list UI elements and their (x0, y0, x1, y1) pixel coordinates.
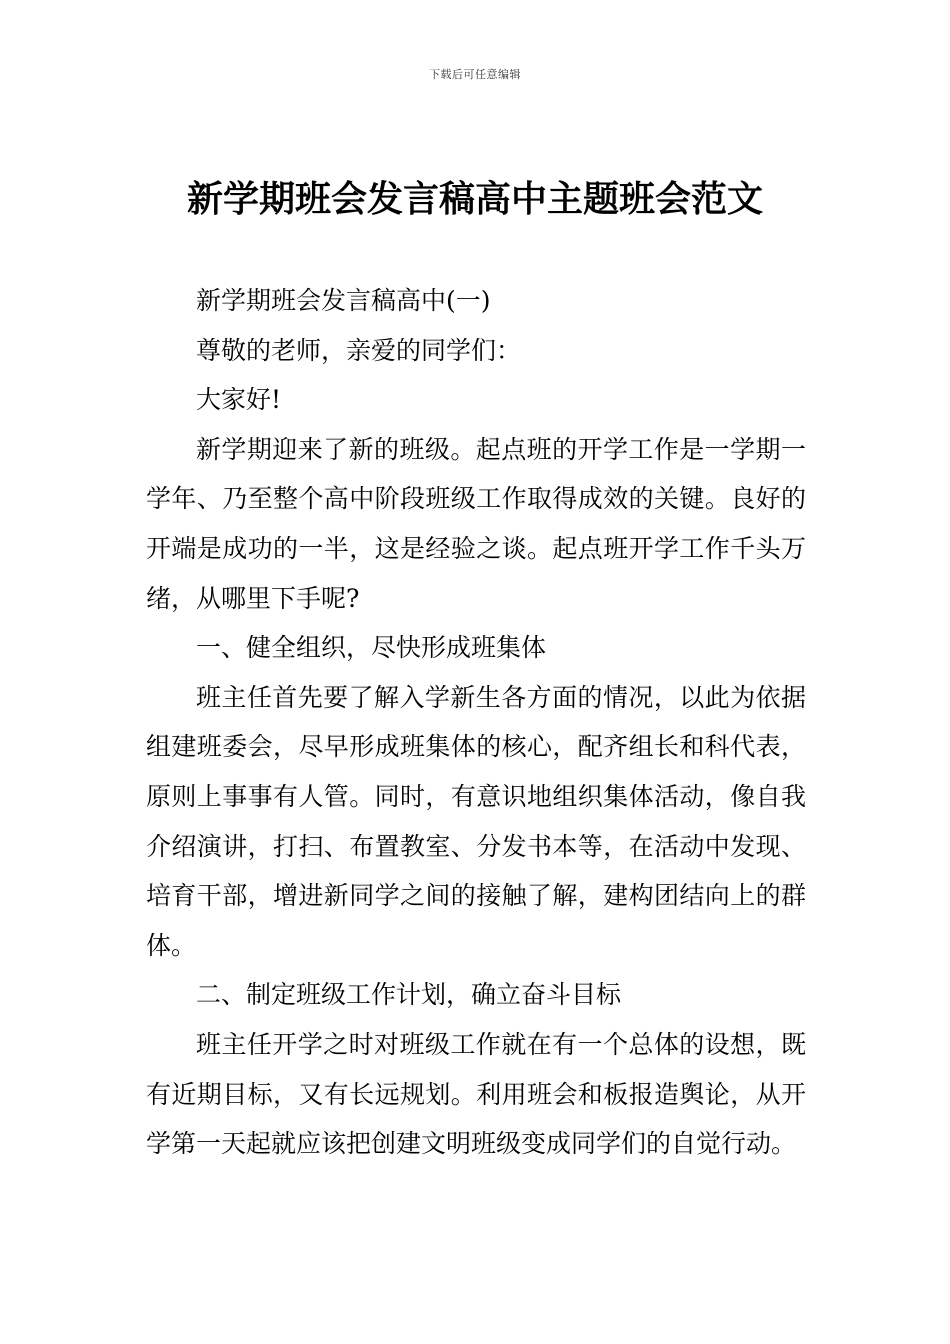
paragraph-greeting: 大家好! (196, 385, 282, 415)
document-body (146, 276, 806, 1169)
document-title: 新学期班会发言稿高中主题班会范文 (186, 179, 763, 220)
section-heading-1: 一、健全组织，尽快形成班集体 (196, 633, 547, 663)
section-heading-2: 二、制定班级工作计划，确立奋斗目标 (196, 980, 622, 1010)
paragraph-section-2: 班主任开学之时对班级工作就在有一个总体的设想，既有近期目标，又有长远规划。利用班会和板报造舆论，从开学第一天起就应该把创建文明班级变成同学们的自觉行动。 (146, 1029, 806, 1159)
header-note: 下载后可任意编辑 (429, 68, 521, 81)
paragraph-intro: 新学期迎来了新的班级。起点班的开学工作是一学期一学年、乃至整个高中阶段班级工作取得成效的关键。良好的开端是成功的一半，这是经验之谈。起点班开学工作千头万绪，从哪里下手呢? (146, 434, 806, 613)
paragraph-section-1: 班主任首先要了解入学新生各方面的情况，以此为依据组建班委会，尽早形成班集体的核心，配齐组长和科代表，原则上事事有人管。同时，有意识地组织集体活动，像自我介绍演讲，打扫、布置教室、分发书本等，在活动中发现、培育干部，增进新同学之间的接触了解，建构团结向上的群体。 (146, 682, 806, 960)
paragraph-subtitle: 新学期班会发言稿高中(一) (196, 286, 491, 315)
paragraph-salutation: 尊敬的老师，亲爱的同学们： (196, 335, 522, 365)
